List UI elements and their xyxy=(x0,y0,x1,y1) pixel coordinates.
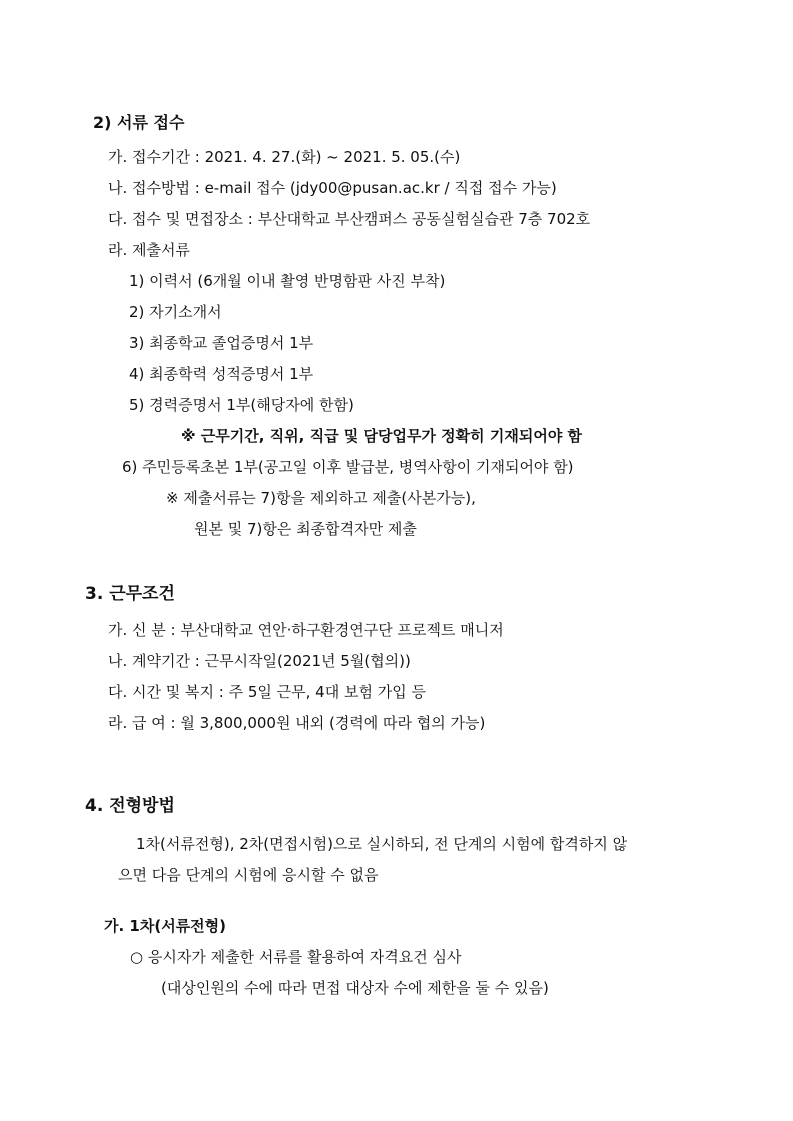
submission-period: 가. 접수기간 : 2021. 4. 27.(화) ~ 2021. 5. 05.(수) xyxy=(108,148,461,166)
document-item: 4) 최종학력 성적증명서 1부 xyxy=(129,365,314,383)
submission-method: 나. 접수방법 : e-mail 접수 (jdy00@pusan.ac.kr / 직접 접수 가능) xyxy=(108,179,557,197)
section-heading: 3. 근무조건 xyxy=(85,584,175,604)
selection-paragraph: 으면 다음 단계의 시험에 응시할 수 없음 xyxy=(118,866,379,884)
screening-item: ○ 응시자가 제출한 서류를 활용하여 자격요건 심사 xyxy=(130,948,462,966)
section-heading: 4. 전형방법 xyxy=(85,796,175,816)
career-note: ※ 근무기간, 직위, 직급 및 담당업무가 정확히 기재되어야 함 xyxy=(181,427,583,445)
document-item: 6) 주민등록초본 1부(공고일 이후 발급분, 병역사항이 기재되어야 함) xyxy=(122,458,574,476)
screening-note: (대상인원의 수에 따라 면접 대상자 수에 제한을 둘 수 있음) xyxy=(161,979,549,997)
salary-item: 라. 급 여 : 월 3,800,000원 내외 (경력에 따라 협의 가능) xyxy=(108,714,486,732)
subsection-heading: 가. 1차(서류전형) xyxy=(104,917,227,935)
contract-period-item: 나. 계약기간 : 근무시작일(2021년 5월(협의)) xyxy=(108,652,411,670)
document-item: 5) 경력증명서 1부(해당자에 한함) xyxy=(129,396,354,414)
submission-location: 다. 접수 및 면접장소 : 부산대학교 부산캠퍼스 공동실험실습관 7층 702호 xyxy=(108,210,591,228)
required-documents-label: 라. 제출서류 xyxy=(108,241,190,259)
submission-note: 원본 및 7)항은 최종합격자만 제출 xyxy=(194,520,417,538)
submission-note: ※ 제출서류는 7)항을 제외하고 제출(사본가능), xyxy=(166,489,476,507)
document-item: 3) 최종학교 졸업증명서 1부 xyxy=(129,334,314,352)
document-item: 1) 이력서 (6개월 이내 촬영 반명함판 사진 부착) xyxy=(129,272,446,290)
position-item: 가. 신 분 : 부산대학교 연안·하구환경연구단 프로젝트 매니저 xyxy=(108,621,504,639)
section-heading: 2) 서류 접수 xyxy=(93,113,185,132)
document-item: 2) 자기소개서 xyxy=(129,303,222,321)
selection-paragraph: 1차(서류전형), 2차(면접시험)으로 실시하되, 전 단계의 시험에 합격하지 않 xyxy=(136,835,628,853)
hours-welfare-item: 다. 시간 및 복지 : 주 5일 근무, 4대 보험 가입 등 xyxy=(108,683,426,701)
